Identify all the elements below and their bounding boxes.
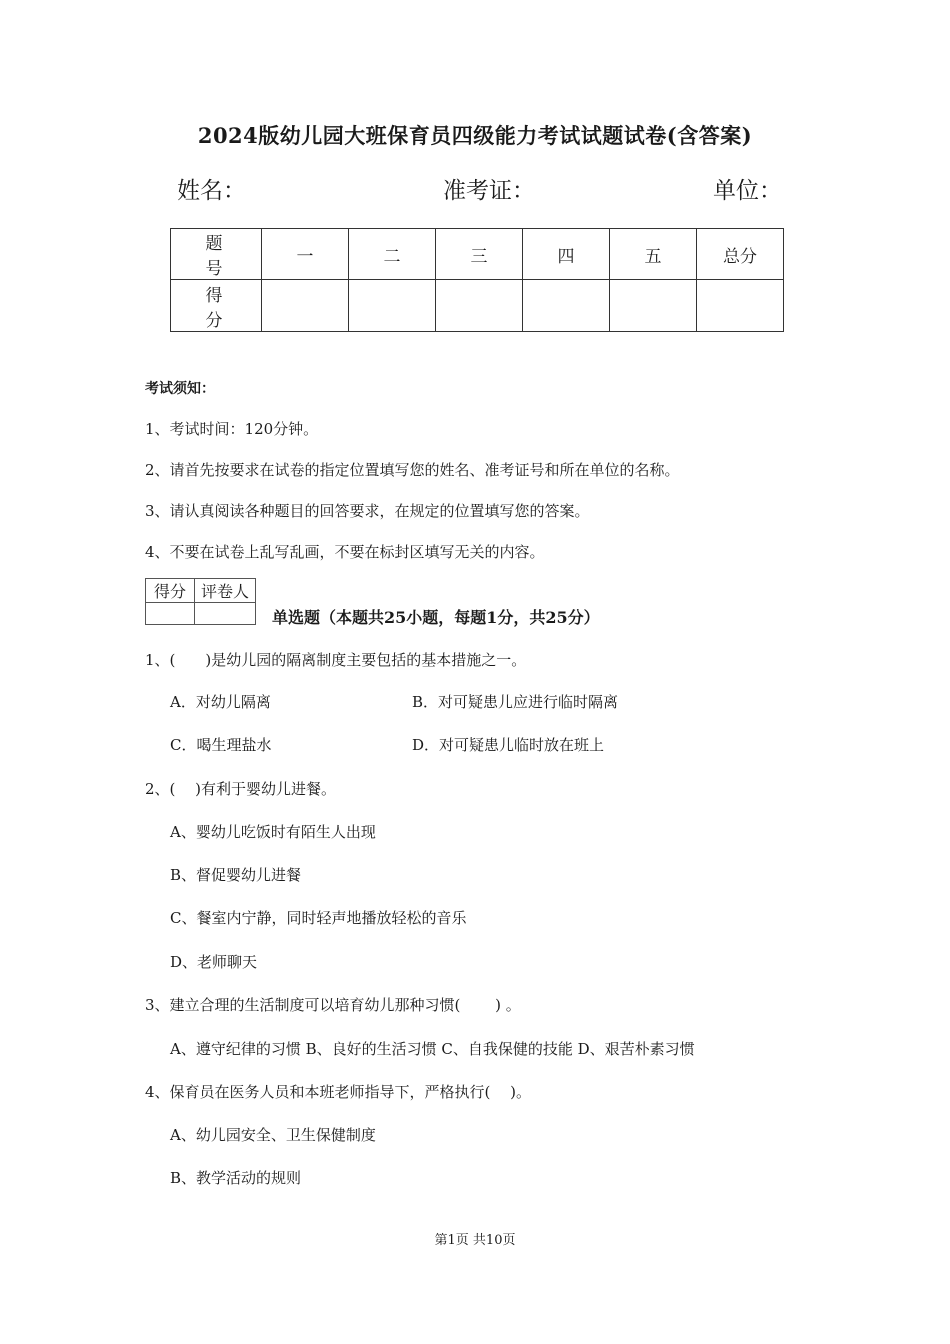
question-stem: 4、保育员在医务人员和本班老师指导下，严格执行( )。	[145, 1083, 532, 1101]
question-option: A、婴幼儿吃饭时有陌生人出现	[170, 823, 376, 841]
question-options-inline: A、遵守纪律的习惯 B、良好的生活习惯 C、自我保健的技能 D、艰苦朴素习惯	[170, 1040, 695, 1058]
notice-item: 1、考试时间：120分钟。	[145, 420, 319, 438]
notice-item: 2、请首先按要求在试卷的指定位置填写您的姓名、准考证号和所在单位的名称。	[145, 461, 680, 479]
grader-score-cell	[146, 603, 195, 625]
question-option: B．对可疑患儿应进行临时隔离	[412, 693, 619, 711]
section-title: 单选题（本题共25小题，每题1分，共25分）	[272, 608, 600, 627]
score-table	[170, 228, 784, 332]
total-header: 总分	[697, 229, 784, 280]
score-table-header-row	[171, 229, 784, 280]
score-cell-5	[610, 280, 697, 332]
grader-score-label: 得分	[146, 579, 195, 603]
question-option: D．对可疑患儿临时放在班上	[412, 736, 605, 754]
page-footer: 第1页 共10页	[434, 1233, 516, 1248]
score-cell-4	[523, 280, 610, 332]
score-table-score-row	[171, 280, 784, 332]
question-option: B、督促婴幼儿进餐	[170, 866, 302, 884]
section-4-header: 四	[523, 229, 610, 280]
question-stem: 2、( )有利于婴幼儿进餐。	[145, 780, 337, 798]
exam-id-field-label: 准考证：	[443, 178, 535, 204]
question-option: D、老师聊天	[170, 953, 258, 971]
score-label: 得 分	[171, 280, 262, 332]
section-3-header: 三	[436, 229, 523, 280]
page-title: 2024版幼儿园大班保育员四级能力考试试题试卷(含答案)	[197, 123, 753, 148]
question-option: A、幼儿园安全、卫生保健制度	[170, 1126, 376, 1144]
question-stem: 3、建立合理的生活制度可以培育幼儿那种习惯( ) 。	[145, 996, 521, 1014]
section-5-header: 五	[610, 229, 697, 280]
section-1-header: 一	[262, 229, 349, 280]
notice-item: 3、请认真阅读各种题目的回答要求，在规定的位置填写您的答案。	[145, 502, 590, 520]
question-option: C、餐室内宁静，同时轻声地播放轻松的音乐	[170, 909, 467, 927]
question-option: B、教学活动的规则	[170, 1169, 302, 1187]
section-2-header: 二	[349, 229, 436, 280]
question-option: C．喝生理盐水	[170, 736, 272, 754]
grader-reviewer-label: 评卷人	[195, 579, 256, 603]
question-stem: 1、( )是幼儿园的隔离制度主要包括的基本措施之一。	[145, 651, 527, 669]
notice-item: 4、不要在试卷上乱写乱画，不要在标封区填写无关的内容。	[145, 543, 545, 561]
score-cell-3	[436, 280, 523, 332]
score-cell-2	[349, 280, 436, 332]
question-number-label: 题 号	[171, 229, 262, 280]
question-option: A．对幼儿隔离	[170, 693, 271, 711]
notice-heading: 考试须知：	[145, 381, 215, 397]
unit-field-label: 单位：	[713, 178, 782, 204]
score-cell-total	[697, 280, 784, 332]
grader-box	[145, 578, 256, 625]
grader-reviewer-cell	[195, 603, 256, 625]
name-field-label: 姓名：	[177, 178, 246, 204]
